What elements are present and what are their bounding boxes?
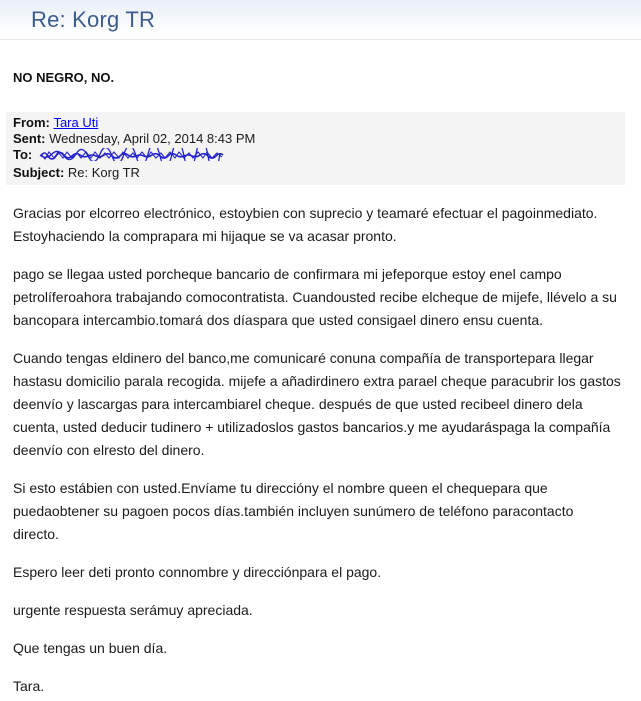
sent-value: Wednesday, April 02, 2014 8:43 PM (49, 131, 256, 146)
meta-row-from (13, 115, 617, 131)
meta-row-subject (13, 165, 617, 181)
page-title: Re: Korg TR (31, 7, 156, 32)
email-paragraph: Cuando tengas eldinero del banco,me comunicaré conuna compañía de transportepara llegar hastasu domicilio parala recogida. mijefe a añadirdinero extra parael cheque paracubrir los gastos deenvío y lascargas para intercambiarel cheque. después de que usted recibeel dinero dela cuenta, usted deducir tudinero + utilizadoslos gastos bancarios.y me ayudaráspaga la compañía deenvío con elresto del dinero. (13, 350, 621, 458)
subject-value: Re: Korg TR (67, 165, 140, 180)
meta-row-to (13, 147, 617, 165)
email-salutation: NO NEGRO, NO. (13, 70, 115, 85)
email-paragraph: Espero leer deti pronto connombre y direcciónpara el pago. (13, 564, 382, 580)
sender-link[interactable]: Tara Uti (53, 115, 99, 130)
from-label: From: (13, 115, 54, 130)
redacted-recipient-scribble (39, 148, 225, 165)
email-meta-block (6, 112, 625, 185)
to-label: To: (13, 147, 36, 162)
email-paragraph: Si esto estábien con usted.Envíame tu direccióny el nombre queen el chequepara que puedaobtener su pagoen pocos días.también incluyen sunúmero de teléfono paracontacto directo. (13, 480, 574, 542)
email-body (0, 185, 641, 698)
email-paragraph: pago se llegaa usted porcheque bancario de confirmara mi jefeporque estoy enel campo petrolíferoahora trabajando comocontratista. Cuandousted recibe elcheque de mijefe, llévelo a su bancopara intercambio.tomará dos díaspara que usted consigael dinero ensu cuenta. (13, 266, 617, 328)
email-paragraph: Que tengas un buen día. (13, 640, 168, 656)
meta-row-sent (13, 131, 617, 147)
email-paragraph: Gracias por elcorreo electrónico, estoybien con suprecio y teamaré efectuar el pagoinmediato. Estoyhaciendo la comprapara mi hijaque se va acasar pronto. (13, 205, 598, 244)
subject-header-band (0, 0, 641, 40)
subject-label: Subject: (13, 165, 68, 180)
sent-label: Sent: (13, 131, 50, 146)
email-signature: Tara. (13, 678, 45, 694)
email-paragraph: urgente respuesta serámuy apreciada. (13, 602, 253, 618)
